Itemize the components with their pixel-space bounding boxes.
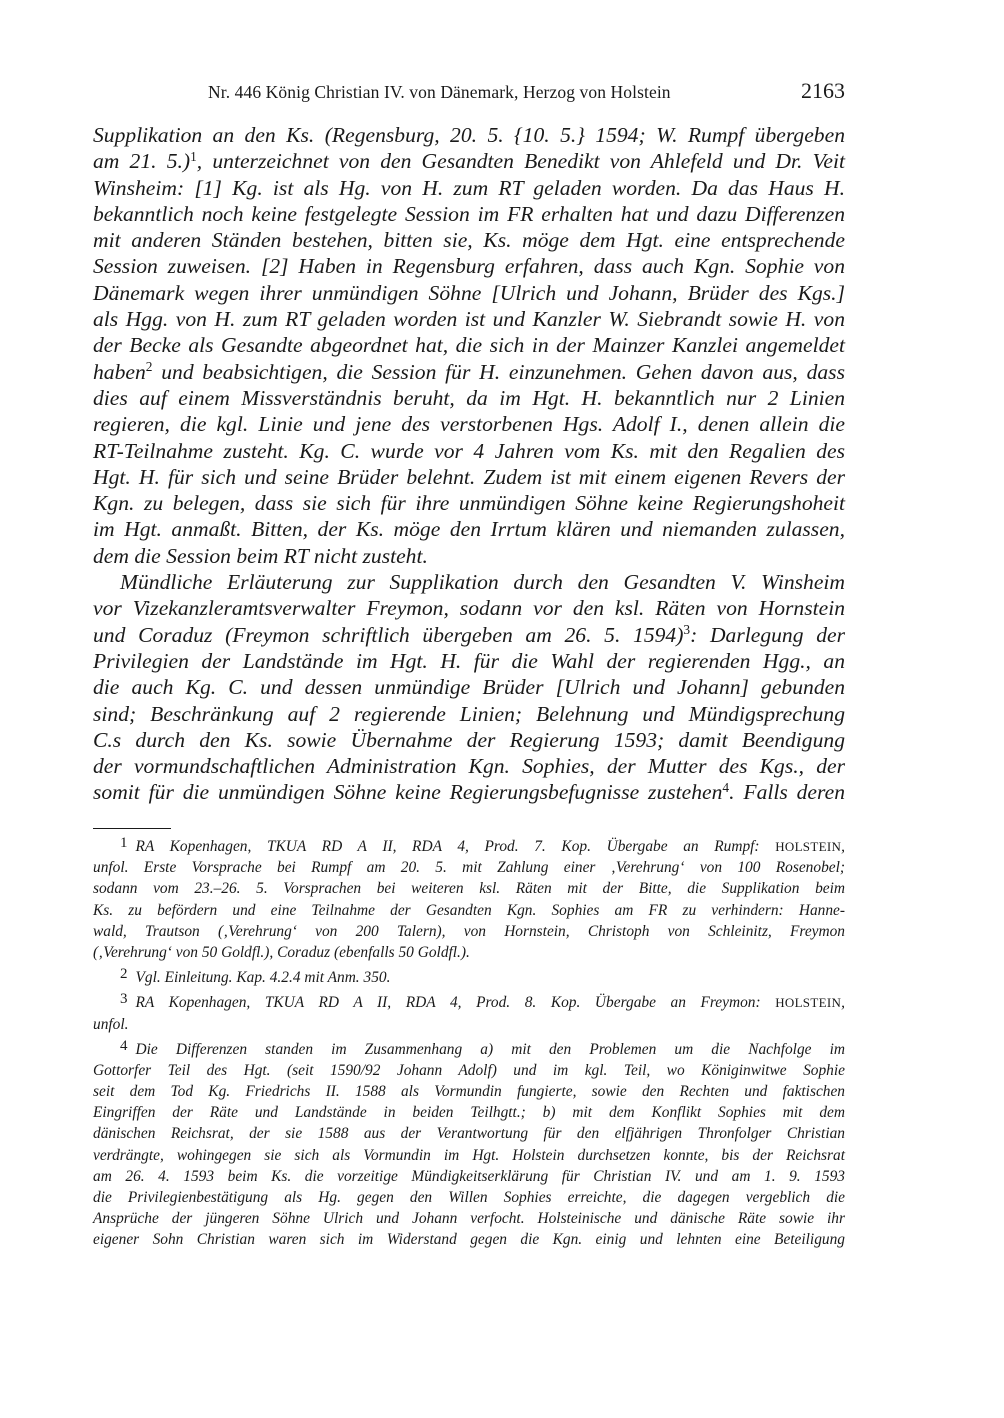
text-line: Supplikation an den Ks. (Regensburg, 20. 5. {10. 5.} 1594; W. Rumpf übergeben — [93, 123, 845, 147]
footnote-line: Ks. zu befördern und eine Teilnahme der Gesandten Kgn. Sophies am FR zu verhindern: Hanne- — [93, 901, 845, 919]
footnote-line: am 26. 4. 1593 beim Ks. die vorzeitige Mündigkeitserklärung für Christian IV. und am 1. 9. 1593 — [93, 1167, 845, 1185]
footnote-line: Eingriffen der Räte und Landstände in beiden Teilhgtt.; b) mit dem Konflikt Sophies mit dem — [93, 1104, 845, 1122]
footnote-separator — [93, 828, 171, 829]
footnote-line: verdrängte, wohingegen sie sich als Vormundin im Hgt. Holstein durchsetzen konnte, bis der Reichsrat — [93, 1146, 845, 1164]
footnote-line: Gottorfer Teil des Hgt. (seit 1590/92 Johann Adolf) und im kgl. Teil, wo Königinwitwe Sophie — [93, 1061, 845, 1079]
text-line: die auch Kg. C. und dessen unmündige Brüder [Ulrich und Johann] gebunden — [93, 675, 845, 700]
footnote-line: 3 RA Kopenhagen, TKUA RD A II, RDA 4, Prod. 8. Kop. Übergabe an Freymon: HOLSTEIN, — [120, 991, 845, 1012]
text-line: Dänemark wegen ihrer unmündigen Söhne [Ulrich und Johann, Brüder des Kgs.] — [93, 280, 845, 305]
text-line: somit für die unmündigen Söhne keine Regierungsbefugnisse zustehen$^4$. Falls deren — [93, 780, 845, 805]
text-line: dies auf einem Missverständnis beruht, da im Hgt. H. bekanntlich nur 2 Linien — [93, 385, 845, 410]
text-line: Winsheim: [1] Kg. ist als Hg. von H. zum RT geladen worden. Da das Haus H. — [93, 175, 845, 200]
text-line: Kgn. zu belegen, dass sie sich für ihre unmündigen Söhne keine Regierungshoheit — [93, 491, 845, 516]
footnote-line: 4 Die Differenzen standen im Zusammenhang a) mit den Problemen um die Nachfolge im — [120, 1037, 845, 1058]
text-line: Mündliche Erläuterung zur Supplikation durch den Gesandten V. Winsheim — [120, 570, 845, 595]
footnote-line: sodann vom 23.–26. 5. Vorsprachen bei weiteren ksl. Räten mit der Bitte, die Supplikation beim — [93, 880, 845, 898]
footnote-line: 1 RA Kopenhagen, TKUA RD A II, RDA 4, Prod. 7. Kop. Übergabe an Rumpf: HOLSTEIN, — [120, 835, 845, 855]
running-title: Nr. 446 König Christian IV. von Dänemark, Herzog von Holstein — [208, 82, 671, 102]
running-header — [93, 78, 845, 108]
text-line: RT-Teilnahme zusteht. Kg. C. wurde vor 4 Jahren vom Ks. mit den Regalien des — [93, 438, 845, 463]
footnote-line: unfol. — [93, 1015, 129, 1033]
footnote-line: eigener Sohn Christian waren sich im Widerstand gegen die Kgn. einig und lehnten eine Beteiligung — [93, 1231, 845, 1249]
text-line: sind; Beschränkung auf 2 regierende Linien; Belehnung und Mündigsprechung — [93, 701, 845, 726]
footnote-3 — [93, 992, 845, 1034]
text-line: als Hgg. von H. zum RT geladen worden ist und Kanzler W. Siebrandt sowie H. von — [93, 307, 845, 332]
footnote-line: wald, Trautson (‚Verehrung‘ von 200 Talern), von Hornstein, Christoph von Schleinitz, Freymon — [93, 922, 845, 940]
footnote-2 — [93, 967, 845, 988]
footnote-line: (‚Verehrung‘ von 50 Goldfl.), Coraduz (ebenfalls 50 Goldfl.). — [93, 943, 470, 961]
text-line: Hgt. H. für sich und seine Brüder belehnt. Zudem ist mit einem eigenen Revers der — [93, 464, 845, 489]
footnote-line: 2 Vgl. Einleitung. Kap. 4.2.4 mit Anm. 350. — [120, 966, 391, 987]
text-line: der vormundschaftlichen Administration Kgn. Sophies, der Mutter des Kgs., der — [93, 754, 845, 779]
text-line: der Becke als Gesandte abgeordnet hat, die sich in der Mainzer Kanzlei angemeldet — [93, 333, 845, 358]
text-line: haben$^2$ und beabsichtigen, die Session für H. einzunehmen. Gehen davon aus, dass — [93, 359, 845, 384]
footnote-number: 1 — [120, 835, 128, 851]
main-text — [93, 122, 845, 806]
text-line: dem die Session beim RT nicht zusteht. — [93, 543, 428, 568]
footnote-ref[interactable]: 2 — [145, 359, 153, 375]
footnote-number: 2 — [120, 966, 128, 983]
footnote-ref[interactable]: 1 — [190, 148, 197, 164]
footnote-line: Ansprüche der jüngeren Söhne Ulrich und Johann verfocht. Holsteinische und dänische Räte sowie ihr — [93, 1210, 845, 1228]
text-line: bekanntlich noch keine festgelegte Session im FR erhalten hat und dazu Differenzen — [93, 201, 845, 226]
text-line: vor Vizekanzleramtsverwalter Freymon, sodann vor den ksl. Räten von Hornstein — [93, 596, 845, 621]
footnote-4 — [93, 1039, 845, 1251]
footnote-ref[interactable]: 4 — [722, 780, 730, 796]
page-number: 2163 — [801, 78, 845, 103]
footnote-line: unfol. Erste Vorsprache bei Rumpf am 20. 5. mit Zahlung einer ‚Verehrung‘ von 100 Rosenobel; — [93, 859, 845, 877]
text-line: im Hgt. anmaßt. Bitten, der Ks. möge den Irrtum klären und niemanden zulassen, — [93, 517, 845, 542]
text-line: mit anderen Ständen bestehen, bitten sie, Ks. möge dem Hgt. eine entsprechende — [93, 228, 845, 253]
text-line: am 21. 5.)$^1$, unterzeichnet von den Gesandten Benedikt von Ahlefeld und Dr. Veit — [93, 148, 845, 174]
footnote-number: 3 — [120, 991, 128, 1008]
footnote-number: 4 — [120, 1037, 128, 1054]
footnotes — [93, 836, 845, 1255]
text-line: C.s durch den Ks. sowie Übernahme der Regierung 1593; damit Beendigung — [93, 727, 845, 752]
footnote-line: seit dem Tod Kg. Friedrichs II. 1588 als Vormundin fungierte, sowie den Rechten und faktischen — [93, 1083, 845, 1101]
footnote-1 — [93, 836, 845, 963]
text-line: regieren, die kgl. Linie und jene des verstorbenen Hgs. Adolf I., denen allein die — [93, 412, 845, 437]
footnote-line: die Privilegienbestätigung als Hg. gegen den Willen Sophies erreichte, die dagegen vergeblich die — [93, 1189, 845, 1206]
text-line: Privilegien der Landstände im Hgt. H. für die Wahl der regierenden Hgg., an — [93, 648, 845, 673]
text-line: Session zuweisen. [2] Haben in Regensburg erfahren, dass auch Kgn. Sophie von — [93, 254, 845, 279]
footnote-ref[interactable]: 3 — [683, 622, 691, 638]
footnote-line: dänischen Reichsrat, der sie 1588 aus der Verantwortung für den elfjährigen Thronfolger Christian — [93, 1125, 845, 1143]
text-line: und Coraduz (Freymon schriftlich übergeben am 26. 5. 1594)$^3$: Darlegung der — [93, 622, 845, 647]
